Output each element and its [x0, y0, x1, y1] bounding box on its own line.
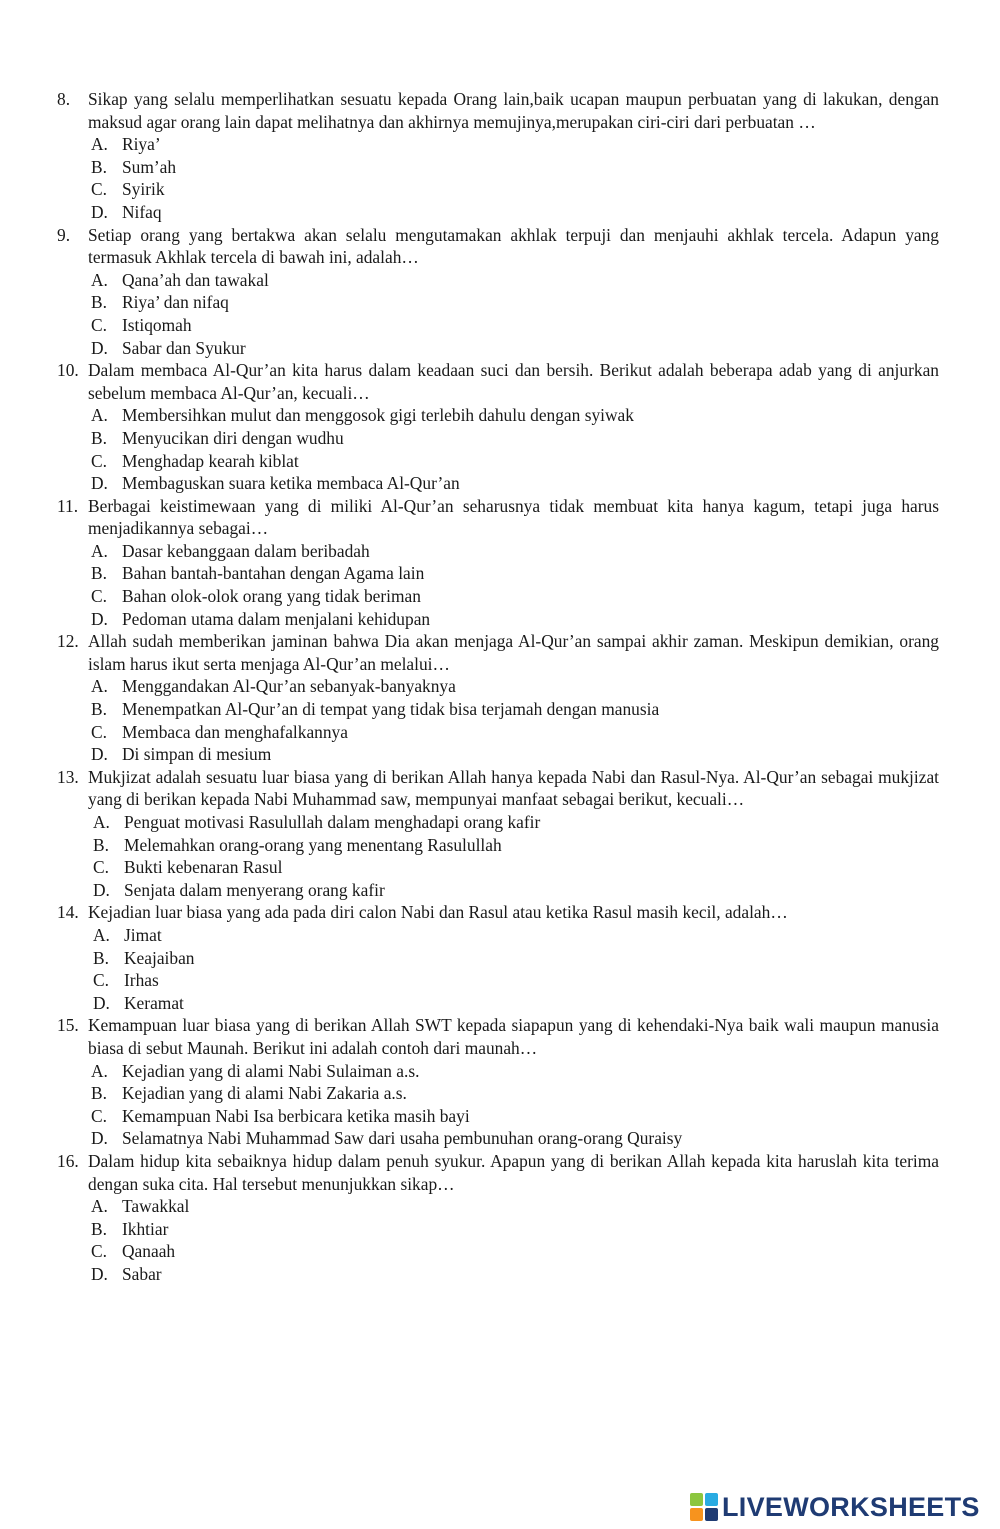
option-letter: C.: [93, 857, 109, 878]
option-text: Jimat: [124, 924, 162, 945]
option-letter: C.: [91, 450, 107, 471]
option-letter: B.: [91, 156, 107, 177]
answer-option[interactable]: [57, 1082, 939, 1105]
answer-option[interactable]: [57, 540, 939, 563]
option-text: Keajaiban: [124, 947, 195, 968]
answer-option[interactable]: [57, 450, 939, 473]
question-stem: [57, 1150, 939, 1195]
option-text: Melemahkan orang-orang yang menentang Rasulullah: [124, 834, 502, 855]
question-stem: [57, 1014, 939, 1059]
question-8: [57, 88, 939, 224]
option-letter: B.: [91, 1083, 107, 1104]
answer-option[interactable]: [57, 924, 939, 947]
option-letter: A.: [91, 1196, 108, 1217]
answer-option[interactable]: [57, 337, 939, 360]
question-stem: [57, 630, 939, 675]
option-letter: B.: [91, 563, 107, 584]
answer-option[interactable]: [57, 269, 939, 292]
option-text: Qanaah: [122, 1241, 176, 1262]
answer-option[interactable]: [57, 1263, 939, 1286]
option-letter: B.: [93, 834, 109, 855]
question-text: Mukjizat adalah sesuatu luar biasa yang di berikan Allah hanya kepada Nabi dan Rasul-Nya. Al-Qur’an sebagai mukjizat yang di berikan kepada Nabi Muhammad saw, mempunyai manfaat sebagai berikut, kecuali…: [88, 766, 939, 810]
answer-option[interactable]: [57, 201, 939, 224]
option-text: Qana’ah dan tawakal: [122, 269, 269, 290]
answer-option[interactable]: [57, 969, 939, 992]
answer-option[interactable]: [57, 1218, 939, 1241]
brand-text: LIVEWORKSHEETS: [722, 1491, 980, 1522]
question-stem: [57, 495, 939, 540]
option-text: Syirik: [122, 179, 165, 200]
option-letter: D.: [91, 1263, 108, 1284]
answer-options: [57, 133, 939, 223]
option-text: Dasar kebanggaan dalam beribadah: [122, 540, 370, 561]
option-letter: C.: [91, 314, 107, 335]
option-letter: D.: [91, 744, 108, 765]
liveworksheets-brand: [690, 1490, 980, 1524]
answer-option[interactable]: [57, 1105, 939, 1128]
answer-option[interactable]: [57, 992, 939, 1015]
option-letter: B.: [93, 947, 109, 968]
answer-option[interactable]: [57, 314, 939, 337]
option-letter: A.: [91, 134, 108, 155]
question-9: [57, 224, 939, 360]
option-letter: A.: [91, 405, 108, 426]
answer-option[interactable]: [57, 721, 939, 744]
option-text: Kejadian yang di alami Nabi Sulaiman a.s.: [122, 1060, 420, 1081]
liveworksheets-logo-icon: [690, 1493, 718, 1521]
option-text: Selamatnya Nabi Muhammad Saw dari usaha pembunuhan orang-orang Quraisy: [122, 1128, 683, 1149]
question-stem: [57, 88, 939, 133]
option-letter: C.: [91, 1241, 107, 1262]
question-number: 13.: [57, 766, 79, 787]
answer-options: [57, 404, 939, 494]
option-letter: C.: [91, 179, 107, 200]
option-letter: B.: [91, 699, 107, 720]
option-text: Irhas: [124, 970, 159, 991]
option-text: Sabar dan Syukur: [122, 337, 246, 358]
question-stem: [57, 359, 939, 404]
question-number: 10.: [57, 360, 79, 381]
option-text: Menghadap kearah kiblat: [122, 450, 299, 471]
answer-option[interactable]: [57, 156, 939, 179]
option-text: Senjata dalam menyerang orang kafir: [124, 879, 385, 900]
answer-option[interactable]: [57, 947, 939, 970]
answer-options: [57, 1060, 939, 1150]
option-text: Membaca dan menghafalkannya: [122, 721, 348, 742]
question-14: [57, 901, 939, 1014]
option-text: Bahan olok-olok orang yang tidak beriman: [122, 586, 421, 607]
option-letter: D.: [93, 879, 110, 900]
question-text: Setiap orang yang bertakwa akan selalu mengutamakan akhlak terpuji dan menjauhi akhlak tercela. Adapun yang termasuk Akhlak tercela di bawah ini, adalah…: [88, 224, 939, 268]
answer-option[interactable]: [57, 1127, 939, 1150]
logo-square: [690, 1508, 703, 1521]
answer-options: [57, 675, 939, 765]
question-text: Kejadian luar biasa yang ada pada diri calon Nabi dan Rasul atau ketika Rasul masih kecil, adalah…: [88, 902, 788, 923]
option-text: Membaguskan suara ketika membaca Al-Qur’an: [122, 473, 460, 494]
option-text: Kemampuan Nabi Isa berbicara ketika masih bayi: [122, 1105, 470, 1126]
question-number: 16.: [57, 1150, 79, 1171]
answer-options: [57, 811, 939, 901]
option-text: Istiqomah: [122, 314, 192, 335]
option-letter: D.: [91, 1128, 108, 1149]
option-letter: D.: [91, 337, 108, 358]
option-text: Riya’: [122, 134, 161, 155]
question-10: [57, 359, 939, 495]
question-number: 8.: [57, 89, 71, 109]
option-text: Membersihkan mulut dan menggosok gigi terlebih dahulu dengan syiwak: [122, 405, 634, 426]
question-number: 12.: [57, 631, 79, 652]
option-text: Menyucikan diri dengan wudhu: [122, 427, 344, 448]
question-text: Berbagai keistimewaan yang di miliki Al-Qur’an seharusnya tidak membuat kita hanya kagum, tetapi juga harus menjadikannya sebagai…: [88, 495, 939, 539]
answer-options: [57, 1195, 939, 1285]
option-text: Di simpan di mesium: [122, 744, 272, 765]
answer-option[interactable]: [57, 585, 939, 608]
worksheet-questions: [57, 88, 939, 1285]
option-letter: D.: [91, 201, 108, 222]
option-letter: A.: [91, 269, 108, 290]
option-text: Penguat motivasi Rasulullah dalam menghadapi orang kafir: [124, 812, 541, 832]
option-letter: A.: [91, 676, 108, 697]
answer-option[interactable]: [57, 608, 939, 631]
question-text: Kemampuan luar biasa yang di berikan Allah SWT kepada siapapun yang di kehendaki-Nya baik wali maupun manusia biasa di sebut Maunah. Berikut ini adalah contoh dari maunah…: [88, 1015, 939, 1058]
answer-option[interactable]: [57, 834, 939, 857]
question-stem: [57, 766, 939, 811]
question-stem: [57, 901, 939, 924]
answer-option[interactable]: [57, 472, 939, 495]
answer-option[interactable]: [57, 133, 939, 156]
logo-square: [705, 1508, 718, 1521]
answer-option[interactable]: [57, 178, 939, 201]
question-text: Allah sudah memberikan jaminan bahwa Dia akan menjaga Al-Qur’an sampai akhir zaman. Meskipun demikian, orang islam harus ikut serta menjaga Al-Qur’an melalui…: [88, 631, 939, 674]
answer-option[interactable]: [57, 1240, 939, 1263]
question-15: [57, 1014, 939, 1150]
answer-options: [57, 540, 939, 630]
option-letter: C.: [91, 721, 107, 742]
answer-options: [57, 924, 939, 1014]
answer-option[interactable]: [57, 291, 939, 314]
option-letter: C.: [93, 970, 109, 991]
option-letter: B.: [91, 427, 107, 448]
answer-option[interactable]: [57, 743, 939, 766]
answer-option[interactable]: [57, 1195, 939, 1218]
answer-option[interactable]: [57, 811, 939, 834]
question-number: 14.: [57, 902, 79, 923]
option-letter: C.: [91, 586, 107, 607]
answer-option[interactable]: [57, 675, 939, 698]
option-text: Ikhtiar: [122, 1218, 169, 1239]
logo-square: [705, 1493, 718, 1506]
option-letter: D.: [93, 992, 110, 1013]
option-text: Menempatkan Al-Qur’an di tempat yang tidak bisa terjamah dengan manusia: [122, 699, 660, 720]
option-letter: A.: [91, 1060, 108, 1081]
option-text: Keramat: [124, 992, 184, 1013]
answer-option[interactable]: [57, 427, 939, 450]
question-text: Dalam hidup kita sebaiknya hidup dalam penuh syukur. Apapun yang di berikan Allah kepada kita haruslah kita terima dengan suka cita. Hal tersebut menunjukkan sikap…: [88, 1150, 939, 1194]
question-stem: [57, 224, 939, 269]
answer-option[interactable]: [57, 404, 939, 427]
answer-option[interactable]: [57, 856, 939, 879]
question-number: 11.: [57, 495, 79, 516]
option-text: Sum’ah: [122, 156, 177, 177]
option-text: Nifaq: [122, 201, 162, 222]
question-text: Dalam membaca Al-Qur’an kita harus dalam keadaan suci dan bersih. Berikut adalah beberapa adab yang di anjurkan sebelum membaca Al-Qur’an, kecuali…: [88, 360, 939, 403]
option-letter: D.: [91, 608, 108, 629]
option-letter: A.: [93, 924, 110, 945]
option-text: Riya’ dan nifaq: [122, 292, 229, 313]
answer-options: [57, 269, 939, 359]
question-13: [57, 766, 939, 902]
option-text: Menggandakan Al-Qur’an sebanyak-banyaknya: [122, 676, 456, 697]
answer-option[interactable]: [57, 879, 939, 902]
option-letter: B.: [91, 1218, 107, 1239]
question-12: [57, 630, 939, 766]
option-text: Tawakkal: [122, 1196, 190, 1217]
option-letter: C.: [91, 1105, 107, 1126]
question-16: [57, 1150, 939, 1286]
answer-option[interactable]: [57, 698, 939, 721]
option-text: Bahan bantah-bantahan dengan Agama lain: [122, 563, 425, 584]
option-letter: B.: [91, 292, 107, 313]
option-letter: D.: [91, 473, 108, 494]
question-text: Sikap yang selalu memperlihatkan sesuatu kepada Orang lain,baik ucapan maupun perbuatan yang di lakukan, dengan maksud agar orang lain dapat melihatnya dan akhirnya memujinya,merupakan ciri-ciri dari perbuatan …: [88, 89, 939, 132]
option-text: Pedoman utama dalam menjalani kehidupan: [122, 608, 431, 629]
answer-option[interactable]: [57, 1060, 939, 1083]
answer-option[interactable]: [57, 562, 939, 585]
option-text: Bukti kebenaran Rasul: [124, 857, 283, 878]
question-number: 9.: [57, 224, 71, 245]
option-letter: A.: [93, 812, 110, 832]
option-text: Kejadian yang di alami Nabi Zakaria a.s.: [122, 1083, 407, 1104]
logo-square: [690, 1493, 703, 1506]
question-11: [57, 495, 939, 631]
option-letter: A.: [91, 540, 108, 561]
question-number: 15.: [57, 1015, 79, 1036]
option-text: Sabar: [122, 1263, 162, 1284]
